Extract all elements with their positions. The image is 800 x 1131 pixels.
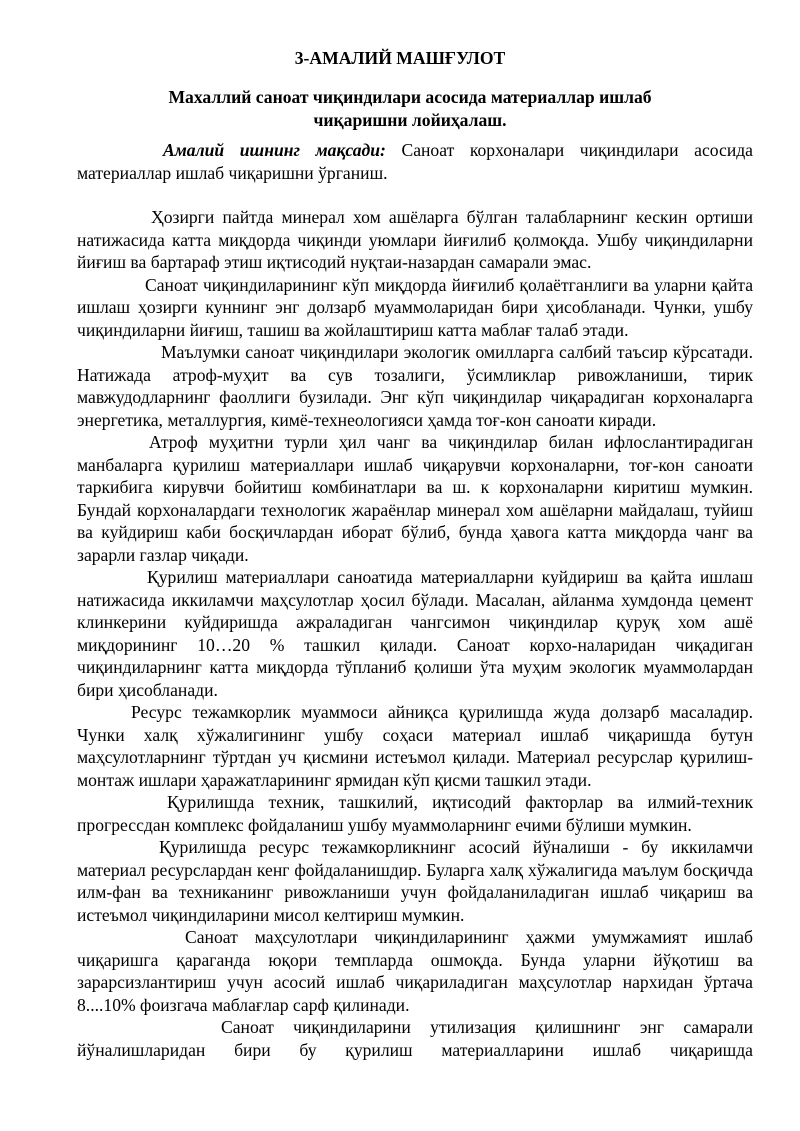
page-subtitle: Махаллий саноат чиқиндилари асосида материаллар ишлаб чиқаришни лойиҳалаш. [168, 87, 652, 130]
page-title: 3-АМАЛИЙ МАШҒУЛОТ [294, 48, 506, 68]
purpose-text: Саноат корхоналари чиқиндилари асосида материаллар ишлаб чиқаришни ўрганиш. [77, 140, 753, 183]
body-paragraph: Саноат маҳсулотлари чиқиндиларининг ҳажми умумжамият ишлаб чиқаришга қараганда юқори темпларда ошмоқда. Бунда уларни йўқотиш ва зарарсизлантириш учун асосий ишлаб чиқариладиган маҳсулотлар нархидан ўртача 8....10% фоизгача маблағлар сарф қилинади. [77, 927, 753, 1015]
body-paragraph: Қурилишда ресурс тежамкорликнинг асосий йўналиши - бу иккиламчи материал ресурслардан кенг фойдаланишдир. Буларга халқ хўжалигида маълум босқичда илм-фан ва техниканинг ривожланиши учун фойдаланиладиган ишлаб чиқариш ва истеъмол чиқиндиларини мисол келтириш мумкин. [77, 837, 753, 925]
body-paragraph: Қурилишда техник, ташкилий, иқтисодий факторлар ва илмий-техник прогрессдан комплекс фойдаланиш ушбу муаммоларнинг ечими бўлиши мумкин. [77, 792, 753, 835]
purpose-paragraph [77, 139, 753, 184]
body-paragraph: Ресурс тежамкорлик муаммоси айниқса қурилишда жуда долзарб масаладир. Чунки халқ хўжалигининг ушбу соҳаси материал ишлаб чиқаришда бутун маҳсулотларнинг тўртдан уч қисмини истеъмол қилади. Материал ресурслар қурилиш-монтаж ишлари ҳаражатларининг ярмидан кўп қисми ташкил этади. [77, 702, 753, 790]
body-paragraph: Атроф муҳитни турли ҳил чанг ва чиқиндилар билан ифлослантирадиган манбаларга қурилиш материаллари ишлаб чиқарувчи корхоналарни, тоғ-кон саноати таркибига кирувчи бойитиш комбинатлари ва ш. к корхоналарни киритиш мумкин. Бундай корхоналардаги технологик жараёнлар минерал хом ашёларни майдалаш, туйиш ва куйдириш каби босқичлардан иборат бўлиб, бунда ҳавога катта миқдорда чанг ва зарарли газлар чиқади. [77, 432, 753, 565]
body-paragraph: Саноат чиқиндиларининг кўп миқдорда йиғилиб қолаётганлиги ва уларни қайта ишлаш ҳозирги куннинг энг долзарб муаммоларидан бири ҳисобланади. Чунки, ушбу чиқиндиларни йиғиш, ташиш ва жойлаштириш катта маблағ талаб этади. [77, 274, 753, 340]
blank-line [77, 184, 753, 206]
purpose-label: Амалий ишнинг мақсади: [163, 140, 386, 160]
document-body [77, 139, 753, 1061]
body-paragraph: Қурилиш материаллари саноатида материалларни куйдириш ва қайта ишлаш натижасида иккиламчи маҳсулотлар ҳосил бўлади. Масалан, айланма хумдонда цемент клинкерини куйдиришда ажраладиган чангсимон чиқиндилар қуруқ хом ашё миқдорининг 10…20 % ташкил қилади. Саноат корхо-наларидан чиқадиган чиқиндиларнинг катта миқдорда тўпланиб қолиши ўта муҳим экологик муаммолардан бири ҳисобланади. [77, 567, 753, 700]
body-paragraph: Ҳозирги пайтда минерал хом ашёларга бўлган талабларнинг кескин ортиши натижасида катта миқдорда чиқинди уюмлари йиғилиб қолмоқда. Ушбу чиқиндиларни йиғиш ва бартараф этиш иқтисодий нуқтаи-назардан самарали эмас. [77, 207, 753, 272]
body-paragraph: Маълумки саноат чиқиндилари экологик омилларга салбий таъсир кўрсатади. Натижада атроф-муҳит ва сув тозалиги, ўсимликлар ривожланиши, тирик мавжудодларнинг фаоллиги бузилади. Энг кўп чиқиндилар чиқарадиган корхоналарга энергетика, металлургия, кимё-технеологияси ҳамда тоғ-кон саноати киради. [77, 342, 753, 430]
body-paragraph: Саноат чиқиндиларини утилизация қилишнинг энг самарали йўналишларидан бири бу қурилиш материалларини ишлаб чиқаришда [77, 1017, 753, 1060]
